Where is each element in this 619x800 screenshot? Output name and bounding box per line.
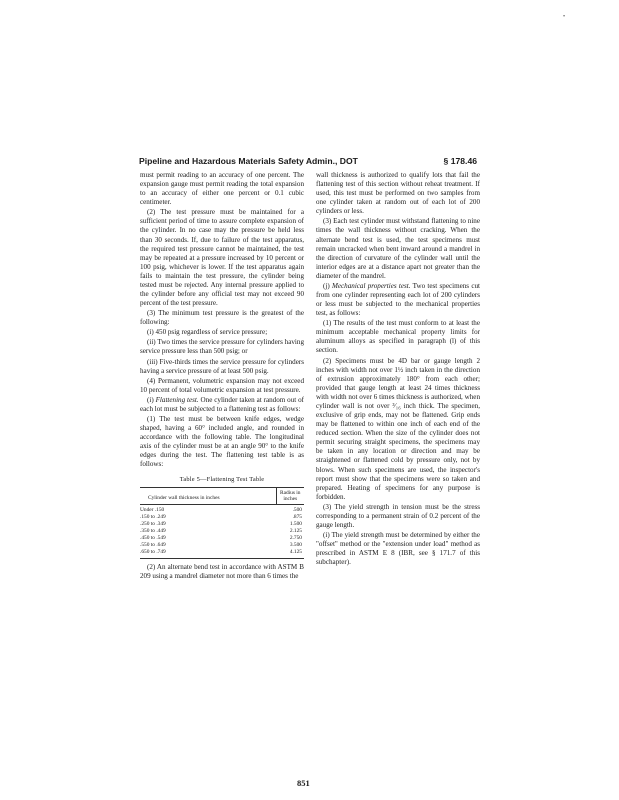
table-row xyxy=(140,542,304,549)
paragraph: (4) Permanent, volumetric expansion may not exceed 10 percent of total volumetric expansion at test pressure. xyxy=(140,376,304,394)
thickness-cell: Under .150 xyxy=(140,506,165,513)
radius-cell: 2.750 xyxy=(289,534,302,541)
paragraph: (2) The test pressure must be maintained for a sufficient period of time to assure complete expansion of the cylinder. In no case may the pressure be held less than 30 seconds. If, due to failure of the test apparatus, the required test pressure cannot be maintained, the test may be repeated at a pressure increased by 10 percent or 100 psig, whichever is lower. If the test apparatus again fails to maintain the test pressure, the cylinder being tested must be rejected. Any internal pressure applied to the cylinder before any official test may not exceed 90 percent of the test pressure. xyxy=(140,208,304,308)
table-row xyxy=(140,504,304,514)
paragraph-mechanical-test xyxy=(316,282,480,318)
radius-cell: 2.125 xyxy=(289,527,302,534)
paragraph-flattening-test xyxy=(140,396,304,414)
radius-cell: 4.125 xyxy=(276,549,304,559)
paragraph: (3) Each test cylinder must withstand flattening to nine times the wall thickness without cracking. When the alternate bend test is used, the test specimens must remain uncracked when bent inward around a mandrel in the direction of curvature of the cylinder wall until the interior edges are at a distance apart not greater than the diameter of the mandrel. xyxy=(316,217,480,280)
column-header-radius: Radius in inches xyxy=(276,487,304,504)
thickness-cell: .450 to .549 xyxy=(140,534,166,541)
corner-mark: • xyxy=(563,14,566,20)
column-header-thickness: Cylinder wall thickness in inches xyxy=(140,487,276,504)
radius-cell: .875 xyxy=(292,513,302,520)
page-number: 851 xyxy=(297,778,310,788)
paragraph-text: Two test specimens cut from one cylinder representing each lot of 200 cylinders or less must be subjected to the mechanical properties test, as follows: xyxy=(316,281,480,318)
paragraph: (i) The yield strength must be determined by either the "offset" method or the "extension under load" method as prescribed in ASTM E 8 (IBR, see § 171.7 of this subchapter). xyxy=(316,531,480,567)
paragraph: (2) An alternate bend test in accordance with ASTM B 209 using a mandrel diameter not more than 6 times the xyxy=(140,562,304,580)
paragraph-heading: Mechanical properties test. xyxy=(331,281,411,290)
radius-cell: .500 xyxy=(292,506,302,513)
thickness-cell: .350 to .449 xyxy=(140,527,166,534)
table xyxy=(140,487,304,559)
paragraph-label: (i) xyxy=(147,395,154,404)
paragraph: (1) The results of the test must conform to at least the minimum acceptable mechanical property limits for aluminum alloys as specified in paragraph (l) of this section. xyxy=(316,319,480,355)
radius-cell: 3.500 xyxy=(289,541,302,548)
paragraph: (2) Specimens must be 4D bar or gauge length 2 inches with width not over 1½ inch taken in the direction of extrusion approximately 180° from each other; provided that gauge length at least 24 times thickness with width not over 6 times thickness is authorized, when cylinder wall is not over ³⁄₁₆ inch thick. The specimen, exclusive of grip ends, may not be flattened. Grip ends may be flattened to within one inch of each end of the reduced section. When the size of the cylinder does not permit securing straight specimens, the specimens may be taken in any location or direction and may be straightened or flattened cold by pressure only, not by blows. When such specimens are used, the inspector's report must show that the specimens were so taken and prepared. Heating of specimens for any purpose is forbidden. xyxy=(316,356,480,501)
paragraph: (iii) Five-thirds times the service pressure for cylinders having a service pressure of at least 500 psig. xyxy=(140,357,304,375)
table-row xyxy=(140,514,304,521)
paragraph-text: One cylinder taken at random out of each lot must be subjected to a flattening test as follows: xyxy=(140,395,305,413)
table-header-row xyxy=(140,487,304,504)
table-row xyxy=(140,521,304,528)
right-column xyxy=(316,171,480,567)
paragraph: (1) The test must be between knife edges, wedge shaped, having a 60° included angle, and rounded in accordance with the following table. The longitudinal axis of the cylinder must be at an angle 90° to the knife edges during the test. The flattening test table is as follows: xyxy=(140,415,304,469)
table-row xyxy=(140,549,304,559)
paragraph: (3) The yield strength in tension must be the stress corresponding to a permanent strain of 0.2 percent of the gauge length. xyxy=(316,502,480,529)
paragraph: wall thickness is authorized to qualify lots that fail the flattening test of this section without reheat treatment. If used, this test must be performed on two samples from one cylinder taken at random out of each lot of 200 cylinders or less. xyxy=(316,171,480,216)
paragraph: (i) 450 psig regardless of service pressure; xyxy=(147,328,268,337)
paragraph: (ii) Two times the service pressure for cylinders having service pressure less than 500 psig; or xyxy=(140,338,304,356)
left-column xyxy=(140,171,304,581)
flattening-test-table xyxy=(140,475,304,559)
radius-cell: 1.500 xyxy=(289,520,302,527)
thickness-cell: .650 to .749 xyxy=(140,549,276,559)
thickness-cell: .250 to .349 xyxy=(140,520,166,527)
paragraph: (3) The minimum test pressure is the greatest of the following: xyxy=(140,309,304,327)
running-head-title: Pipeline and Hazardous Materials Safety Admin., DOT xyxy=(139,156,358,166)
running-head xyxy=(139,156,477,168)
running-head-section: § 178.46 xyxy=(443,156,477,166)
thickness-cell: .150 to .249 xyxy=(140,513,166,520)
paragraph-label: (j) xyxy=(323,281,330,290)
paragraph-heading: Flattening test. xyxy=(155,395,199,404)
paragraph: must permit reading to an accuracy of one percent. The expansion gauge must permit reading the total expansion to an accuracy of either one percent or 0.1 cubic centimeter. xyxy=(140,171,304,207)
table-title: Table 5—Flattening Test Table xyxy=(179,475,265,483)
thickness-cell: .550 to .649 xyxy=(140,541,166,548)
table-row xyxy=(140,535,304,542)
table-row xyxy=(140,528,304,535)
